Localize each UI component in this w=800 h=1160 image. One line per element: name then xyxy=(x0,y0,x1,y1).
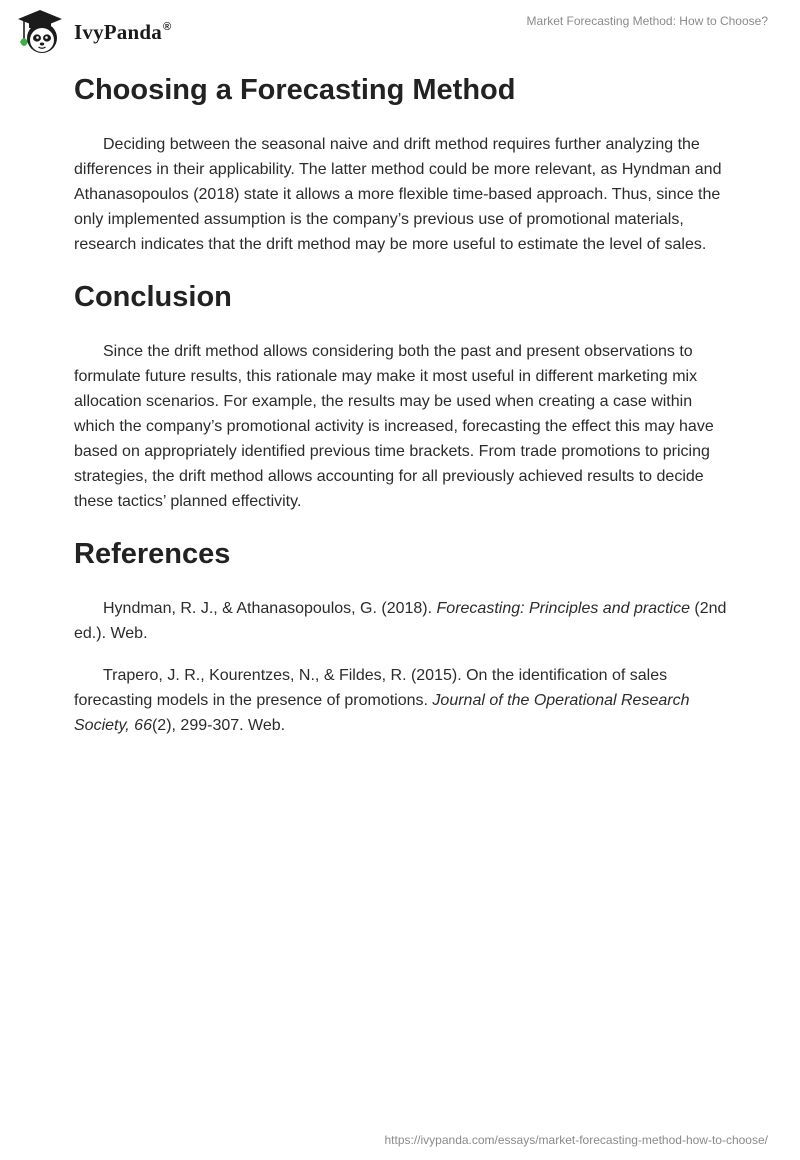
heading-references: References xyxy=(74,538,231,570)
paragraph-choosing: Deciding between the seasonal naive and drift method requires further analyzing the differences in their applicability. The latter method could be more relevant, as Hyndman and Athanasopoulos (2018) state it allows a more flexible time-based approach. Thus, since the only implemented assumption is the company’s previous use of promotional materials, research indicates that the drift method may be more useful to estimate the level of sales. xyxy=(74,136,722,253)
heading-choosing: Choosing a Forecasting Method xyxy=(74,74,516,106)
panda-graduate-icon xyxy=(14,8,66,56)
paragraph-conclusion: Since the drift method allows considering both the past and present observations to formulate future results, this rationale may make it most useful in different marketing mix allocation scenarios. For example, the results may be used when creating a case within which the company’s promotional activity is increased, forecasting the effect this may have based on appropriately identified previous time brackets. From trade promotions to pricing strategies, the drift method allows accounting for all previously achieved results to decide these tactics’ planned effectivity. xyxy=(74,343,714,510)
heading-conclusion: Conclusion xyxy=(74,281,232,313)
page-header xyxy=(0,0,800,62)
running-title: Market Forecasting Method: How to Choose? xyxy=(526,14,768,28)
reference-item: Hyndman, R. J., & Athanasopoulos, G. (2018). Forecasting: Principles and practice (2nd ed.). Web. xyxy=(74,600,727,642)
brand-name: IvyPanda® xyxy=(74,19,172,44)
footer-url[interactable]: https://ivypanda.com/essays/market-forecasting-method-how-to-choose/ xyxy=(384,1133,768,1147)
reference-item: Trapero, J. R., Kourentzes, N., & Fildes, R. (2015). On the identification of sales forecasting models in the presence of promotions. Journal of the Operational Research Society, 66(2), 299-307. Web. xyxy=(74,667,690,734)
essay-content xyxy=(74,70,734,755)
brand-logo[interactable] xyxy=(14,8,171,56)
